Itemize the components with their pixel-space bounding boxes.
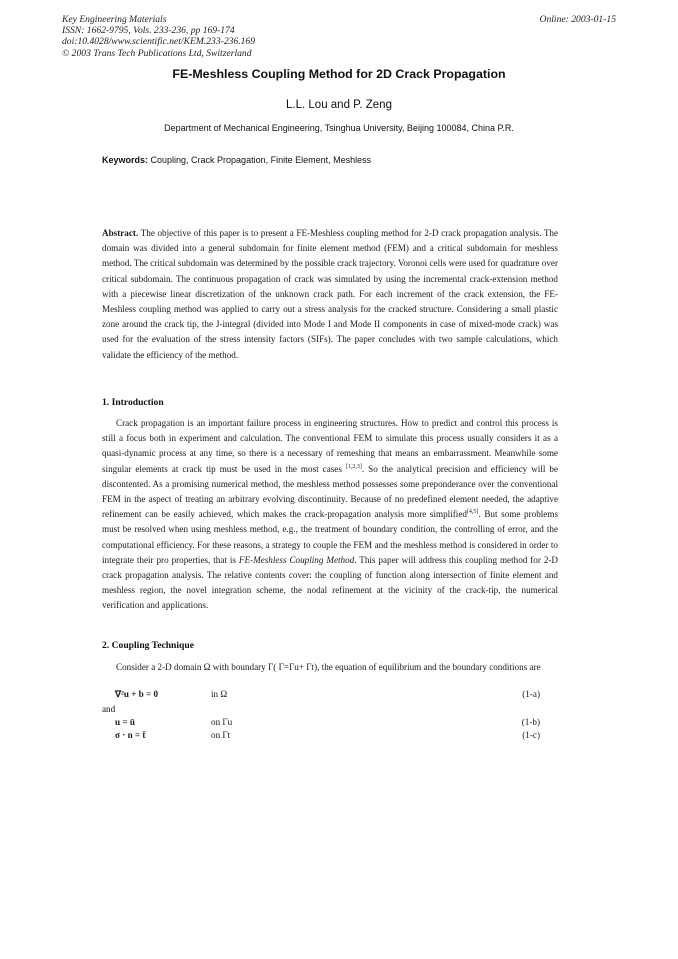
introduction-text-4: . This paper will address this coupling method for 2-D crack propagation analysis. The relative contents cover: the coupling of function along intersection of finite element and meshless region, the novel integration scheme, the nodal refinement at the vicinity of the crack-tip, the numerical verification and applications. [102, 554, 559, 611]
introduction-text-3: . But some problems must be resolved when using meshless method, e.g., the treatment of boundary condition, the controlling of error, and the computational efficiency. For these reasons, a strategy to couple the FEM and the meshless method is considered in order to integrate their pro properties, that is [102, 509, 558, 565]
journal-copyright: © 2003 Trans Tech Publications Ltd, Switzerland [62, 47, 252, 59]
abstract-text: The objective of this paper is to present a FE-Meshless coupling method for 2-D crack propagation analysis. The domain was divided into a general subdomain for finite element method (FEM) and a critical subdomain for meshless method. The critical subdomain was determined by the possible crack trajectory. Voronoi cells were used for quadrature over critical subdomain. The continuous propagation of crack was simulated by using the incremental crack-extension method with a piecewise linear discretization of the unknown crack path. For each increment of the crack extension, the FE-Meshless coupling method was applied to carry out a stress analysis for the cracked structure. Considering a small plastic zone around the crack tip, the J-integral (divided into Mode I and Mode II components in case of mixed-mode crack) was used for the evaluation of the stress intensity factors (SIFs). The paper concludes with two sample calculations, which validate the efficiency of the method. [102, 228, 558, 360]
equation-number: (1-c) [522, 730, 540, 740]
equation-domain: in Ω [211, 689, 228, 699]
coupling-paragraph: Consider a 2-D domain Ω with boundary Γ( Γ=Γu+ Γt), the equation of equilibrium and the boundary conditions are [116, 662, 541, 672]
paper-title: FE-Meshless Coupling Method for 2D Crack Propagation [172, 67, 506, 81]
equation-formula: σ · n = t̄ [115, 730, 146, 740]
journal-info [62, 14, 255, 59]
equation-row [115, 717, 540, 730]
keywords-label: Keywords: [102, 155, 149, 165]
introduction-text-2: . So the analytical precision and efficiency will be discontented. As a promising numerical method, the meshless method possesses some preponderance over the conventional FEM in the aspect of treating an arbitrary evolving discontinuity. Because of no predefined element needed, the adaptive refinement can be easily achieved, which makes the crack-propagation analysis more simplified [102, 463, 558, 520]
section-heading-introduction: 1. Introduction [102, 397, 164, 408]
citation-ref: [1,2,3] [345, 463, 362, 470]
equation-domain: on Γu [211, 717, 233, 727]
paper-authors: L.L. Lou and P. Zeng [286, 99, 392, 111]
equation-number: (1-a) [522, 689, 540, 699]
keywords-text: Coupling, Crack Propagation, Finite Element, Meshless [148, 155, 372, 165]
method-name: FE-Meshless Coupling Method [238, 554, 355, 565]
journal-doi: doi:10.4028/www.scientific.net/KEM.233-236.169 [62, 36, 256, 48]
online-date: Online: 2003-01-15 [539, 14, 616, 25]
equation-formula: u = ū [115, 717, 135, 727]
author-affiliation: Department of Mechanical Engineering, Tsinghua University, Beijing 100084, China P.R. [164, 123, 514, 133]
journal-name: Key Engineering Materials [62, 14, 167, 25]
abstract-label: Abstract. [102, 228, 139, 238]
introduction-paragraph [102, 416, 558, 614]
equation-row [115, 730, 540, 743]
keywords [102, 155, 371, 165]
equation-domain: on Γt [211, 730, 231, 740]
equation-number: (1-b) [521, 717, 540, 727]
journal-issn: ISSN: 1662-9795, Vols. 233-236, pp 169-174 [62, 25, 235, 37]
citation-ref: [4,5] [466, 509, 479, 516]
section-heading-coupling: 2. Coupling Technique [102, 640, 194, 651]
introduction-text-1: Crack propagation is an important failure process in engineering structures. How to predict and control this process is still a focus both in experiment and calculation. The conventional FEM to simulate this process usually considers it as a quasi-dynamic process at any time, so there is a necessary of remeshing that means an embarrassment. Meanwhile some singular elements at crack tip must be used in the most cases [102, 418, 558, 474]
conjunction-text: and [102, 704, 116, 714]
equation-formula: ∇²u + b = 0 [115, 689, 159, 699]
equation-row [115, 689, 540, 702]
abstract [102, 226, 558, 363]
